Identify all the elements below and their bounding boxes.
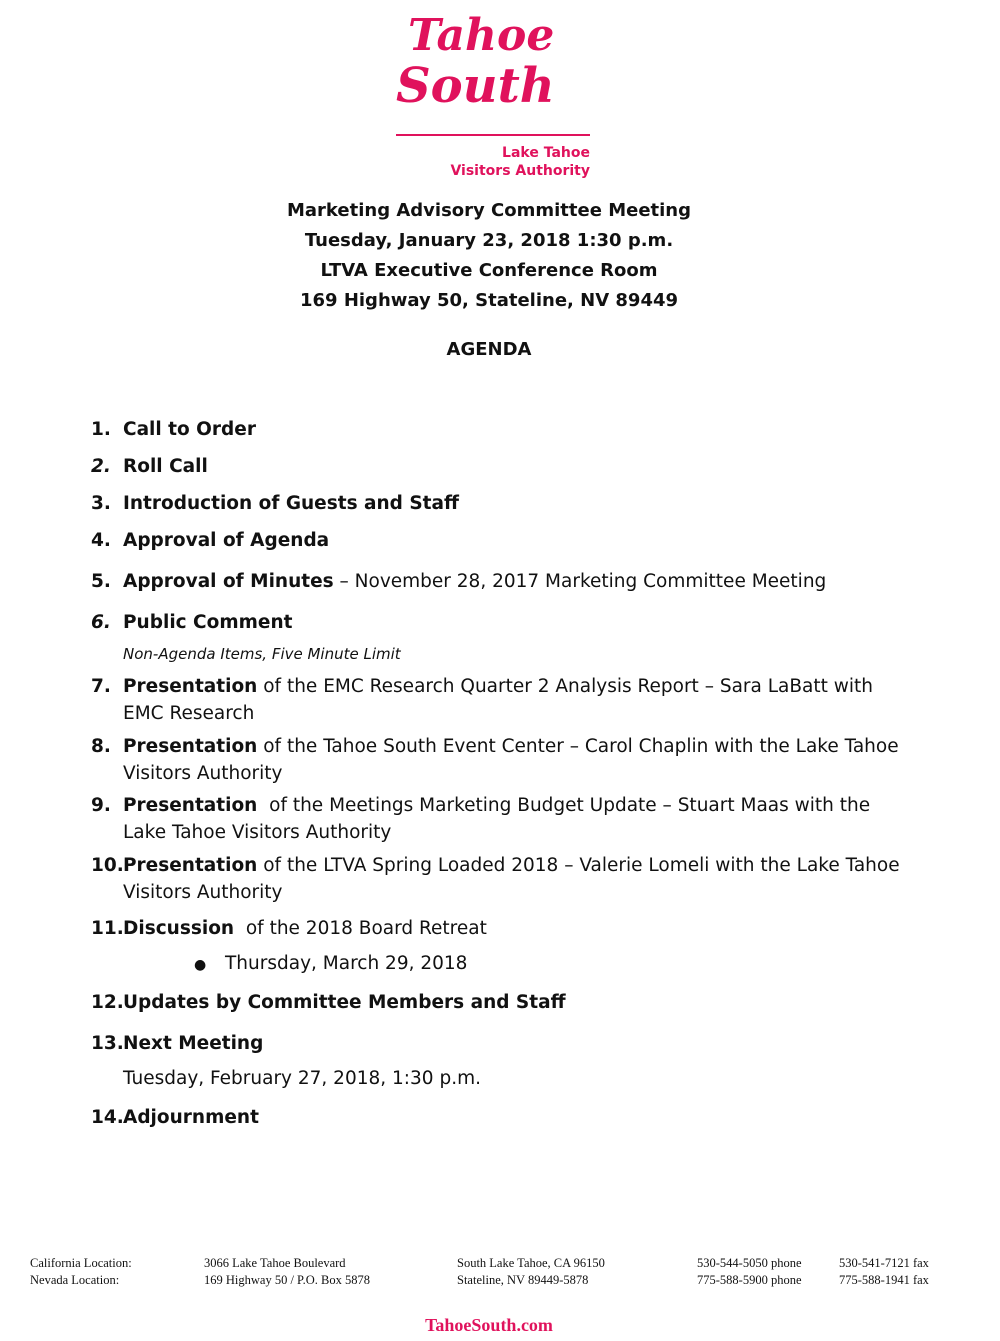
logo-line1: Tahoe: [408, 10, 555, 61]
meeting-title: Marketing Advisory Committee Meeting: [287, 200, 691, 221]
item-title: Next Meeting: [123, 1033, 264, 1054]
meeting-address: 169 Highway 50, Stateline, NV 89449: [299, 290, 679, 311]
item-number: 10.: [91, 855, 124, 876]
item-description: of the Tahoe South Event Center – Carol Chaplin with the Lake Tahoe Visitors Authority: [123, 736, 899, 784]
item-title: Call to Order: [123, 419, 256, 440]
item-number: 12.: [91, 992, 124, 1013]
footer-ca-label: California Location:: [30, 1256, 132, 1270]
footer-nv-city: Stateline, NV 89449-5878: [457, 1273, 589, 1287]
meeting-room: LTVA Executive Conference Room: [320, 260, 658, 281]
footer-nv-fax: 775-588-1941 fax: [839, 1273, 929, 1287]
item-number: 11.: [91, 918, 124, 939]
item-description: – November 28, 2017 Marketing Committee Meeting: [333, 571, 827, 592]
item-title: Presentation: [123, 855, 258, 876]
footer-ca-city: South Lake Tahoe, CA 96150: [457, 1256, 605, 1270]
item-title: Public Comment: [123, 612, 293, 633]
item-number: 9.: [91, 795, 111, 816]
item-title: Presentation: [123, 676, 258, 697]
item-title: Approval of Agenda: [123, 530, 330, 551]
item-number: 2.: [91, 456, 111, 477]
item-title: Presentation: [123, 736, 258, 757]
item-title: Introduction of Guests and Staff: [123, 493, 459, 514]
tahoe-south-logo: [392, 6, 592, 110]
next-meeting-date: Tuesday, February 27, 2018, 1:30 p.m.: [123, 1068, 481, 1089]
bullet-text: Thursday, March 29, 2018: [225, 953, 468, 974]
item-title: Roll Call: [123, 456, 208, 477]
item-number: 13.: [91, 1033, 124, 1054]
org-name-line2: Visitors Authority: [450, 163, 590, 179]
item-number: 5.: [91, 571, 111, 592]
item-number: 14.: [91, 1107, 124, 1128]
item-description: of the 2018 Board Retreat: [234, 918, 487, 939]
item-description: of the LTVA Spring Loaded 2018 – Valerie Lomeli with the Lake Tahoe Visitors Authority: [123, 855, 900, 903]
item-description: of the EMC Research Quarter 2 Analysis Report – Sara LaBatt with EMC Research: [123, 676, 874, 724]
footer-nv-phone: 775-588-5900 phone: [697, 1273, 802, 1287]
org-name-line1: Lake Tahoe: [502, 145, 590, 161]
logo-line2: South: [396, 58, 555, 110]
item-note: Non-Agenda Items, Five Minute Limit: [123, 645, 401, 663]
logo-divider: [396, 134, 590, 136]
item-title: Discussion: [123, 918, 235, 939]
footer-nv-street: 169 Highway 50 / P.O. Box 5878: [204, 1273, 370, 1287]
item-title: Adjournment: [123, 1107, 259, 1128]
bullet-icon: ●: [194, 957, 207, 973]
footer-ca-phone: 530-544-5050 phone: [697, 1256, 802, 1270]
item-number: 1.: [91, 419, 111, 440]
agenda-heading: AGENDA: [446, 339, 532, 360]
item-title: Presentation: [123, 795, 258, 816]
item-number: 3.: [91, 493, 111, 514]
footer-ca-street: 3066 Lake Tahoe Boulevard: [204, 1256, 346, 1270]
footer-ca-fax: 530-541-7121 fax: [839, 1256, 929, 1270]
item-description: of the Meetings Marketing Budget Update – Stuart Maas with the Lake Tahoe Visitors Authority: [123, 795, 877, 843]
item-number: 7.: [91, 676, 111, 697]
item-number: 4.: [91, 530, 111, 551]
item-number: 8.: [91, 736, 111, 757]
item-title: Updates by Committee Members and Staff: [123, 992, 566, 1013]
item-title: Approval of Minutes: [123, 571, 334, 592]
website-link[interactable]: TahoeSouth.com: [425, 1315, 553, 1335]
meeting-date: Tuesday, January 23, 2018 1:30 p.m.: [304, 230, 674, 251]
item-number: 6.: [91, 612, 111, 633]
footer-nv-label: Nevada Location:: [30, 1273, 120, 1287]
